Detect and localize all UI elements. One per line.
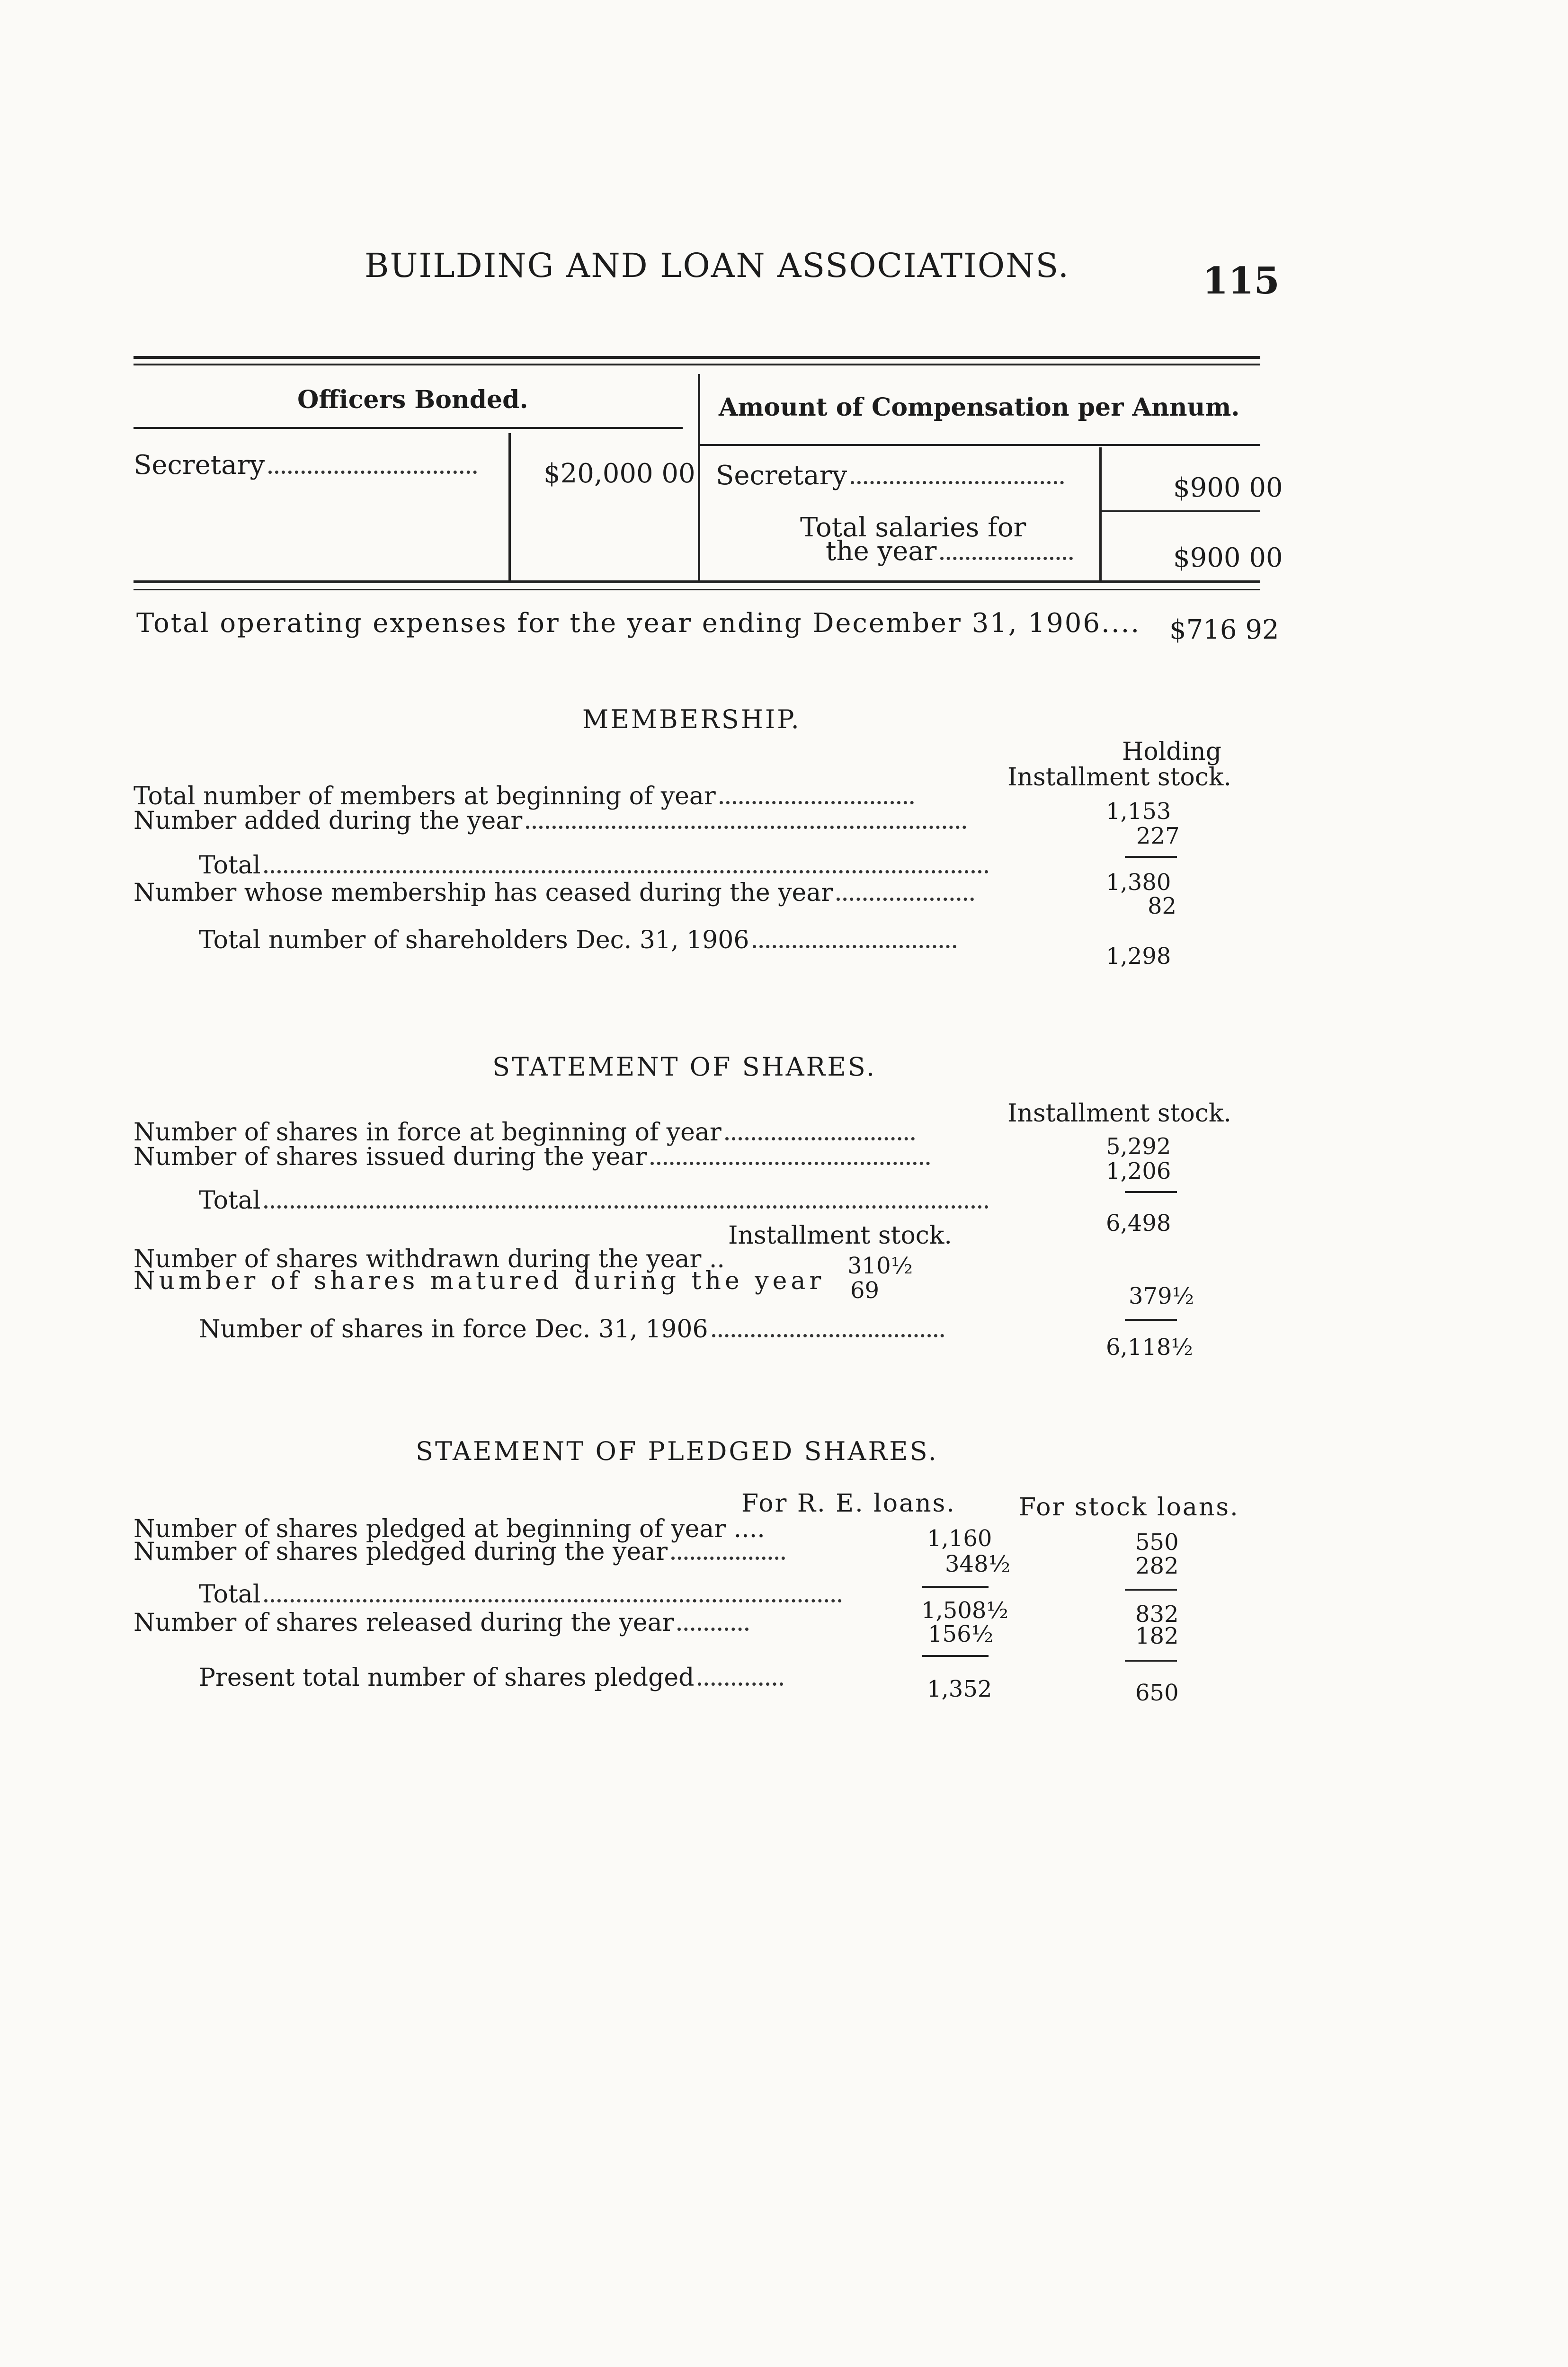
left-amount-divider: [508, 433, 511, 582]
pledged-row-stock: 282: [1135, 1553, 1179, 1579]
membership-col-head1: Holding: [1122, 738, 1221, 766]
pledged-row-label: Present total number of shares pledged: [199, 1664, 783, 1692]
right-amount-rule: [1101, 510, 1260, 512]
comp-amount: $900 00: [1173, 472, 1283, 503]
pledged-col-stock: For stock loans.: [1019, 1493, 1239, 1522]
membership-row-label: Total: [199, 851, 989, 880]
total-salaries-amount: $900 00: [1173, 543, 1283, 573]
membership-row-label: Number added during the year: [134, 807, 966, 835]
pledged-row-label: Total: [199, 1580, 842, 1609]
membership-row-label: Total number of members at beginning of year: [134, 782, 914, 810]
pledged-title: STAEMENT OF PLEDGED SHARES.: [416, 1436, 938, 1466]
sum-rule: [1125, 1191, 1177, 1193]
running-header: BUILDING AND LOAN ASSOCIATIONS.: [365, 246, 1070, 285]
pledged-row-re: 156½: [928, 1621, 994, 1647]
membership-row-label: Number whose membership has ceased during the year: [134, 879, 974, 907]
table-bottom-rule-2: [134, 589, 1260, 590]
sum-rule: [922, 1586, 989, 1588]
shares-row-value: 379½: [1129, 1283, 1194, 1309]
pledged-row-label: Number of shares pledged during the year: [134, 1538, 785, 1566]
operating-expenses-amount: $716 92: [1169, 614, 1279, 645]
shares-row-label: Number of shares withdrawn during the year ..: [134, 1245, 725, 1273]
shares-row-value: 5,292: [1106, 1133, 1171, 1160]
shares-row-label: Total: [199, 1186, 989, 1215]
pledged-row-stock: 550: [1135, 1529, 1179, 1556]
membership-row-value: 1,380: [1106, 869, 1171, 896]
membership-row-value: 82: [1148, 893, 1177, 919]
bonded-amount: $20,000 00: [543, 458, 695, 489]
shares-row-value: 6,498: [1106, 1210, 1171, 1237]
membership-row-value: 1,298: [1106, 943, 1171, 970]
right-amount-divider: [1099, 447, 1102, 582]
pledged-row-re: 1,352: [927, 1676, 992, 1702]
membership-title: MEMBERSHIP.: [582, 704, 801, 734]
pledged-row-stock: 650: [1135, 1680, 1179, 1706]
shares-inner-head: Installment stock.: [728, 1221, 952, 1250]
center-divider: [698, 374, 700, 582]
shares-row-label: Number of shares in force Dec. 31, 1906: [199, 1315, 944, 1344]
pledged-col-re: For R. E. loans.: [741, 1489, 956, 1518]
operating-expenses-label: Total operating expenses for the year ending December 31, 1906....: [136, 608, 1141, 639]
shares-row-value: 69: [850, 1277, 880, 1304]
pledged-row-stock: 182: [1135, 1623, 1179, 1649]
membership-row-label: Total number of shareholders Dec. 31, 1906: [199, 926, 956, 954]
membership-col-head2: Installment stock.: [1007, 763, 1231, 792]
table-bottom-rule: [134, 580, 1260, 583]
pledged-row-label: Number of shares released during the year: [134, 1609, 748, 1637]
pledged-row-label: Number of shares pledged at beginning of year ....: [134, 1515, 765, 1543]
compensation-header: Amount of Compensation per Annum.: [719, 393, 1240, 422]
shares-row-label: Number of shares in force at beginning of year: [134, 1118, 915, 1147]
table-top-rule: [134, 356, 1260, 359]
pledged-row-re: 1,508½: [921, 1597, 1008, 1624]
shares-col-head: Installment stock.: [1007, 1099, 1231, 1128]
table-top-rule-2: [134, 364, 1260, 365]
right-header-rule: [698, 444, 1260, 446]
total-salaries-line1: Total salaries for: [800, 512, 1026, 543]
shares-row-value: 1,206: [1106, 1158, 1171, 1184]
membership-row-value: 1,153: [1106, 798, 1171, 825]
comp-role: Secretary: [716, 460, 1064, 491]
shares-row-value: 310½: [847, 1253, 913, 1279]
bonded-role: Secretary: [134, 450, 477, 481]
shares-row-label: Number of shares issued during the year: [134, 1143, 930, 1171]
page-number: 115: [1203, 259, 1280, 303]
pledged-row-re: 1,160: [927, 1525, 992, 1552]
sum-rule: [1125, 1319, 1177, 1321]
left-header-rule: [134, 427, 683, 429]
sum-rule: [1125, 1589, 1177, 1591]
sum-rule: [922, 1655, 989, 1657]
pledged-row-stock: 832: [1135, 1601, 1179, 1628]
pledged-row-re: 348½: [945, 1551, 1011, 1577]
total-salaries-line2: the year: [826, 536, 1073, 567]
shares-row-value: 6,118½: [1106, 1334, 1193, 1361]
shares-title: STATEMENT OF SHARES.: [492, 1052, 876, 1082]
sum-rule: [1125, 856, 1177, 858]
shares-row-label: Number of shares matured during the year: [134, 1267, 825, 1295]
membership-row-value: 227: [1136, 823, 1180, 849]
officers-bonded-header: Officers Bonded.: [297, 385, 528, 414]
sum-rule: [1125, 1660, 1177, 1662]
